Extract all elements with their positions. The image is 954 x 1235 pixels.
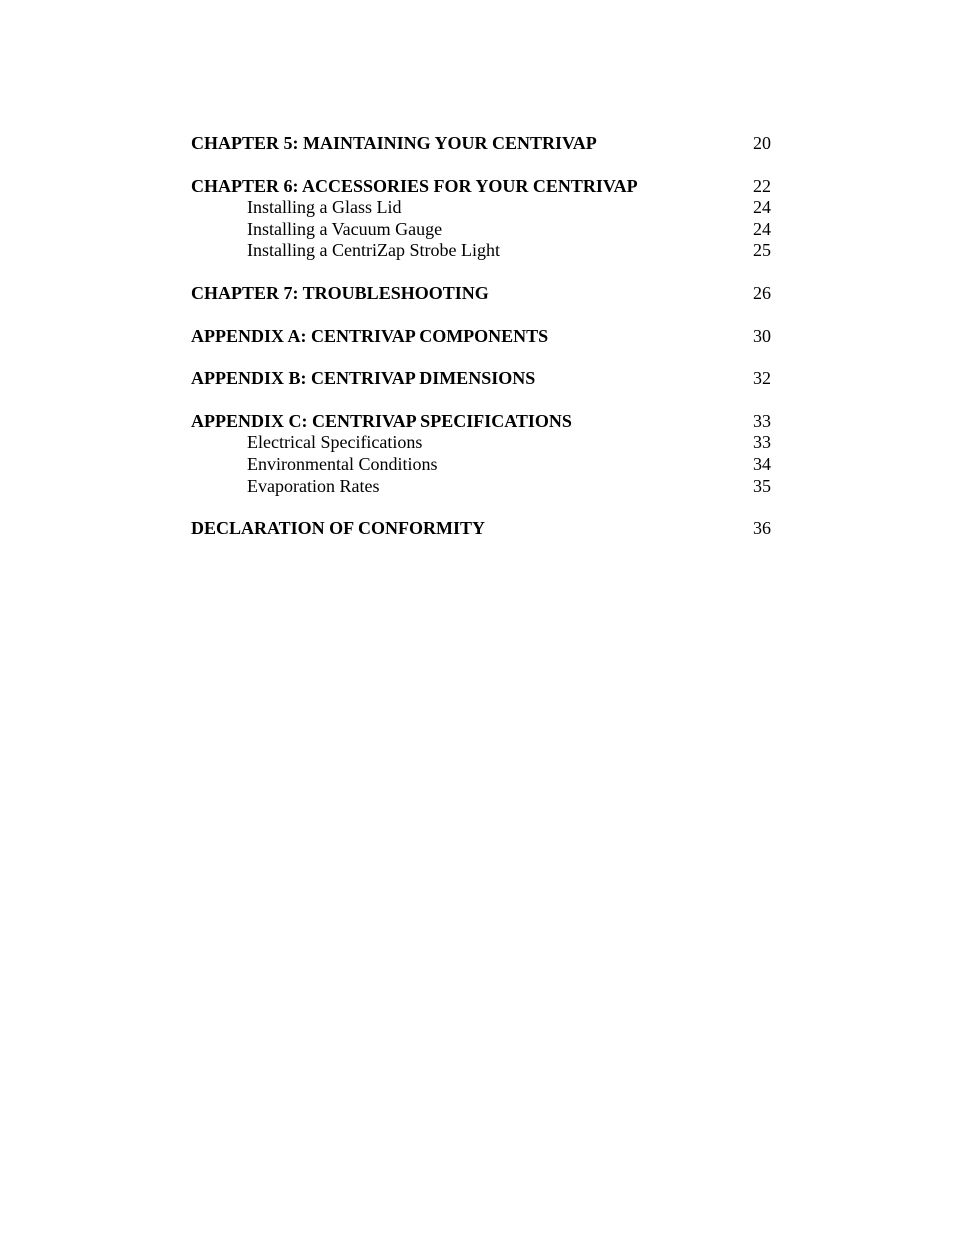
toc-page-number: 22 — [753, 175, 771, 196]
toc-section-chapter-7 — [191, 283, 771, 305]
toc-heading-row[interactable] — [191, 133, 771, 155]
toc-subentry-row[interactable] — [191, 432, 771, 454]
toc-section-appendix-a — [191, 326, 771, 348]
table-of-contents — [191, 133, 771, 561]
toc-heading-title: CHAPTER 6: ACCESSORIES FOR YOUR CENTRIVAP — [191, 175, 638, 196]
toc-subentry-title: Installing a Vacuum Gauge — [247, 218, 443, 239]
toc-subentry-row[interactable] — [191, 454, 771, 476]
toc-page-number: 24 — [753, 218, 771, 239]
toc-page-number: 30 — [753, 325, 771, 346]
toc-subentry-row[interactable] — [191, 240, 771, 262]
toc-heading-row[interactable] — [191, 176, 771, 198]
toc-subentry-title: Environmental Conditions — [247, 453, 438, 474]
toc-heading-title: CHAPTER 5: MAINTAINING YOUR CENTRIVAP — [191, 133, 597, 153]
toc-section-appendix-b — [191, 368, 771, 390]
toc-heading-row[interactable] — [191, 411, 771, 433]
toc-heading-title: APPENDIX B: CENTRIVAP DIMENSIONS — [191, 368, 536, 389]
toc-heading-title: APPENDIX A: CENTRIVAP COMPONENTS — [191, 325, 549, 346]
toc-page-number: 26 — [753, 282, 771, 303]
toc-subentry-row[interactable] — [191, 476, 771, 498]
toc-subentry-title: Installing a CentriZap Strobe Light — [247, 240, 500, 261]
toc-page-number: 32 — [753, 368, 771, 389]
toc-heading-title: CHAPTER 7: TROUBLESHOOTING — [191, 282, 489, 303]
toc-page-number: 25 — [753, 240, 771, 261]
toc-subentry-title: Evaporation Rates — [247, 475, 380, 496]
toc-subentry-row[interactable] — [191, 219, 771, 241]
toc-subentry-row[interactable] — [191, 197, 771, 219]
toc-page-number: 20 — [753, 133, 771, 153]
toc-heading-row[interactable] — [191, 283, 771, 305]
toc-heading-row[interactable] — [191, 368, 771, 390]
toc-page-number: 33 — [753, 432, 771, 453]
toc-section-chapter-6 — [191, 176, 771, 262]
toc-section-appendix-c — [191, 411, 771, 497]
toc-page-number: 35 — [753, 475, 771, 496]
toc-section-chapter-5 — [191, 133, 771, 155]
toc-heading-title: DECLARATION OF CONFORMITY — [191, 518, 486, 539]
toc-section-declaration — [191, 518, 771, 540]
toc-heading-row[interactable] — [191, 326, 771, 348]
toc-page-number: 33 — [753, 410, 771, 431]
toc-page-number: 24 — [753, 197, 771, 218]
toc-page-number: 34 — [753, 453, 771, 474]
toc-subentry-title: Electrical Specifications — [247, 432, 423, 453]
toc-page-number: 36 — [753, 518, 771, 539]
toc-heading-title: APPENDIX C: CENTRIVAP SPECIFICATIONS — [191, 410, 572, 431]
toc-subentry-title: Installing a Glass Lid — [247, 197, 402, 218]
toc-heading-row[interactable] — [191, 518, 771, 540]
